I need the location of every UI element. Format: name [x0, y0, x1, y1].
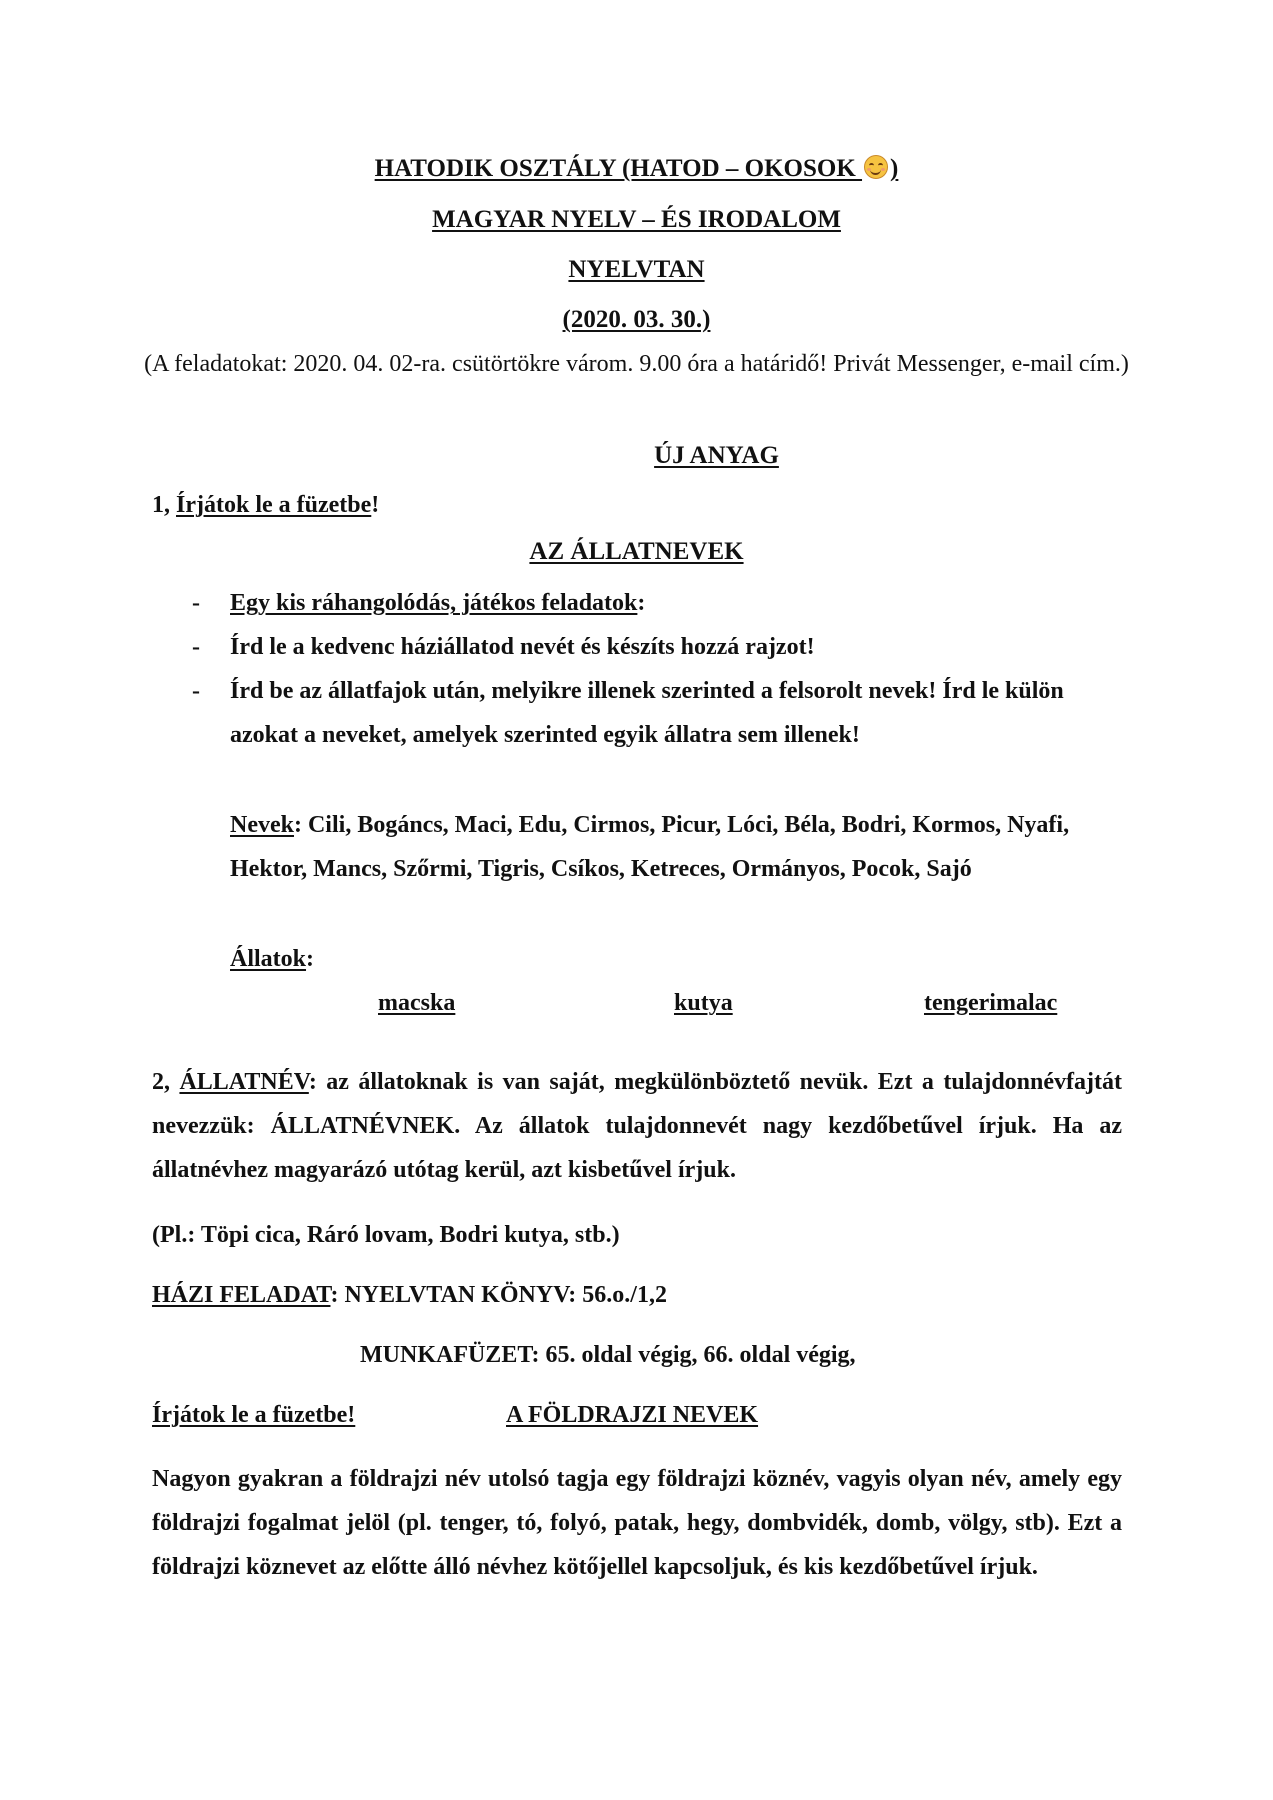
bullet-marker: -	[192, 634, 200, 660]
subject-text: MAGYAR NYELV – ÉS IRODALOM	[432, 206, 841, 233]
names-line1	[230, 812, 1069, 839]
header-title-line1	[0, 155, 1273, 183]
task1-instruction	[152, 492, 379, 519]
animals-label-text: Állatok	[230, 946, 307, 972]
animal-guinea-pig: tengerimalac	[924, 990, 1058, 1016]
date-text: (2020. 03. 30.)	[562, 306, 711, 333]
bullet-marker: -	[192, 590, 200, 616]
names-line2: Hektor, Mancs, Szőrmi, Tigris, Csíkos, Ketreces, Ormányos, Pocok, Sajó	[230, 856, 972, 882]
smiling-face-icon	[864, 155, 888, 179]
task2-number: 2,	[152, 1069, 180, 1095]
header-topic	[0, 256, 1273, 284]
title-suffix: )	[890, 155, 899, 182]
title-text: HATODIK OSZTÁLY (HATOD – OKOSOK	[374, 155, 863, 182]
homework-label: HÁZI FELADAT	[152, 1282, 331, 1308]
section-new-material	[80, 442, 1273, 470]
task1-label: Írjátok le a füzetbe	[176, 492, 372, 518]
homework-line	[152, 1282, 667, 1309]
task2-text: : az állatoknak is van saját, megkülönböztető nevük. Ezt a tulajdonnévfajtát nevezzük: ÁLLATNÉVNEK. Az állatok tulajdonnevét nagy kezdőbetűvel írjuk. Ha az állatnévhez magyarázó utótag kerül, azt kisbetűvel írjuk.	[152, 1069, 1123, 1183]
task3-heading: A FÖLDRAJZI NEVEK	[506, 1402, 759, 1428]
task1-heading-text: AZ ÁLLATNEVEK	[529, 538, 744, 565]
bullet-2: Írd le a kedvenc háziállatod nevét és készíts hozzá rajzot!	[230, 634, 815, 660]
deadline-note: (A feladatokat: 2020. 04. 02-ra. csütörtökre várom. 9.00 óra a határidő! Privát Messenger, e-mail cím.)	[144, 351, 1129, 377]
task2-paragraph	[152, 1060, 1122, 1192]
task1-number: 1,	[152, 492, 176, 518]
task3-paragraph: Nagyon gyakran a földrajzi név utolsó tagja egy földrajzi köznév, vagyis olyan név, amely egy földrajzi fogalmat jelöl (pl. tenger, tó, folyó, patak, hegy, dombvidék, domb, völgy, stb). Ezt a földrajzi köznevet az előtte álló névhez kötőjellel kapcsoljuk, és kis kezdőbetűvel írjuk.	[152, 1466, 1122, 1580]
bullet-1-text: Egy kis ráhangolódás, játékos feladatok	[230, 590, 638, 616]
bullet-1	[230, 590, 645, 617]
task1-punct: !	[371, 492, 380, 518]
animal-cat: macska	[378, 990, 456, 1016]
bullet-marker: -	[192, 678, 200, 704]
homework-text: : NYELVTAN KÖNYV: 56.o./1,2	[330, 1282, 667, 1308]
bullet-3-line1: Írd be az állatfajok után, melyikre illenek szerinted a felsorolt nevek! Írd le külön	[230, 678, 1064, 704]
header-date	[0, 306, 1273, 334]
animal-dog: kutya	[674, 990, 733, 1016]
names-label: Nevek	[230, 812, 294, 838]
task3-instruction: Írjátok le a füzetbe!	[152, 1402, 356, 1428]
names-list-1: : Cili, Bogáncs, Maci, Edu, Cirmos, Picur, Lóci, Béla, Bodri, Kormos, Nyafi,	[293, 812, 1070, 838]
bullet-3-line2: azokat a neveket, amelyek szerinted egyik állatra sem illenek!	[230, 722, 860, 748]
homework-workbook: MUNKAFÜZET: 65. oldal végig, 66. oldal végig,	[360, 1342, 856, 1368]
task1-heading	[0, 538, 1273, 566]
task2-example: (Pl.: Töpi cica, Ráró lovam, Bodri kutya, stb.)	[152, 1222, 620, 1248]
animals-label	[230, 946, 314, 973]
bullet-1-end: :	[637, 590, 646, 616]
section-new-text: ÚJ ANYAG	[654, 442, 779, 469]
header-subject	[0, 206, 1273, 234]
topic-text: NYELVTAN	[568, 256, 705, 283]
task2-term: ÁLLATNÉV	[179, 1069, 309, 1095]
animals-colon: :	[306, 946, 315, 972]
